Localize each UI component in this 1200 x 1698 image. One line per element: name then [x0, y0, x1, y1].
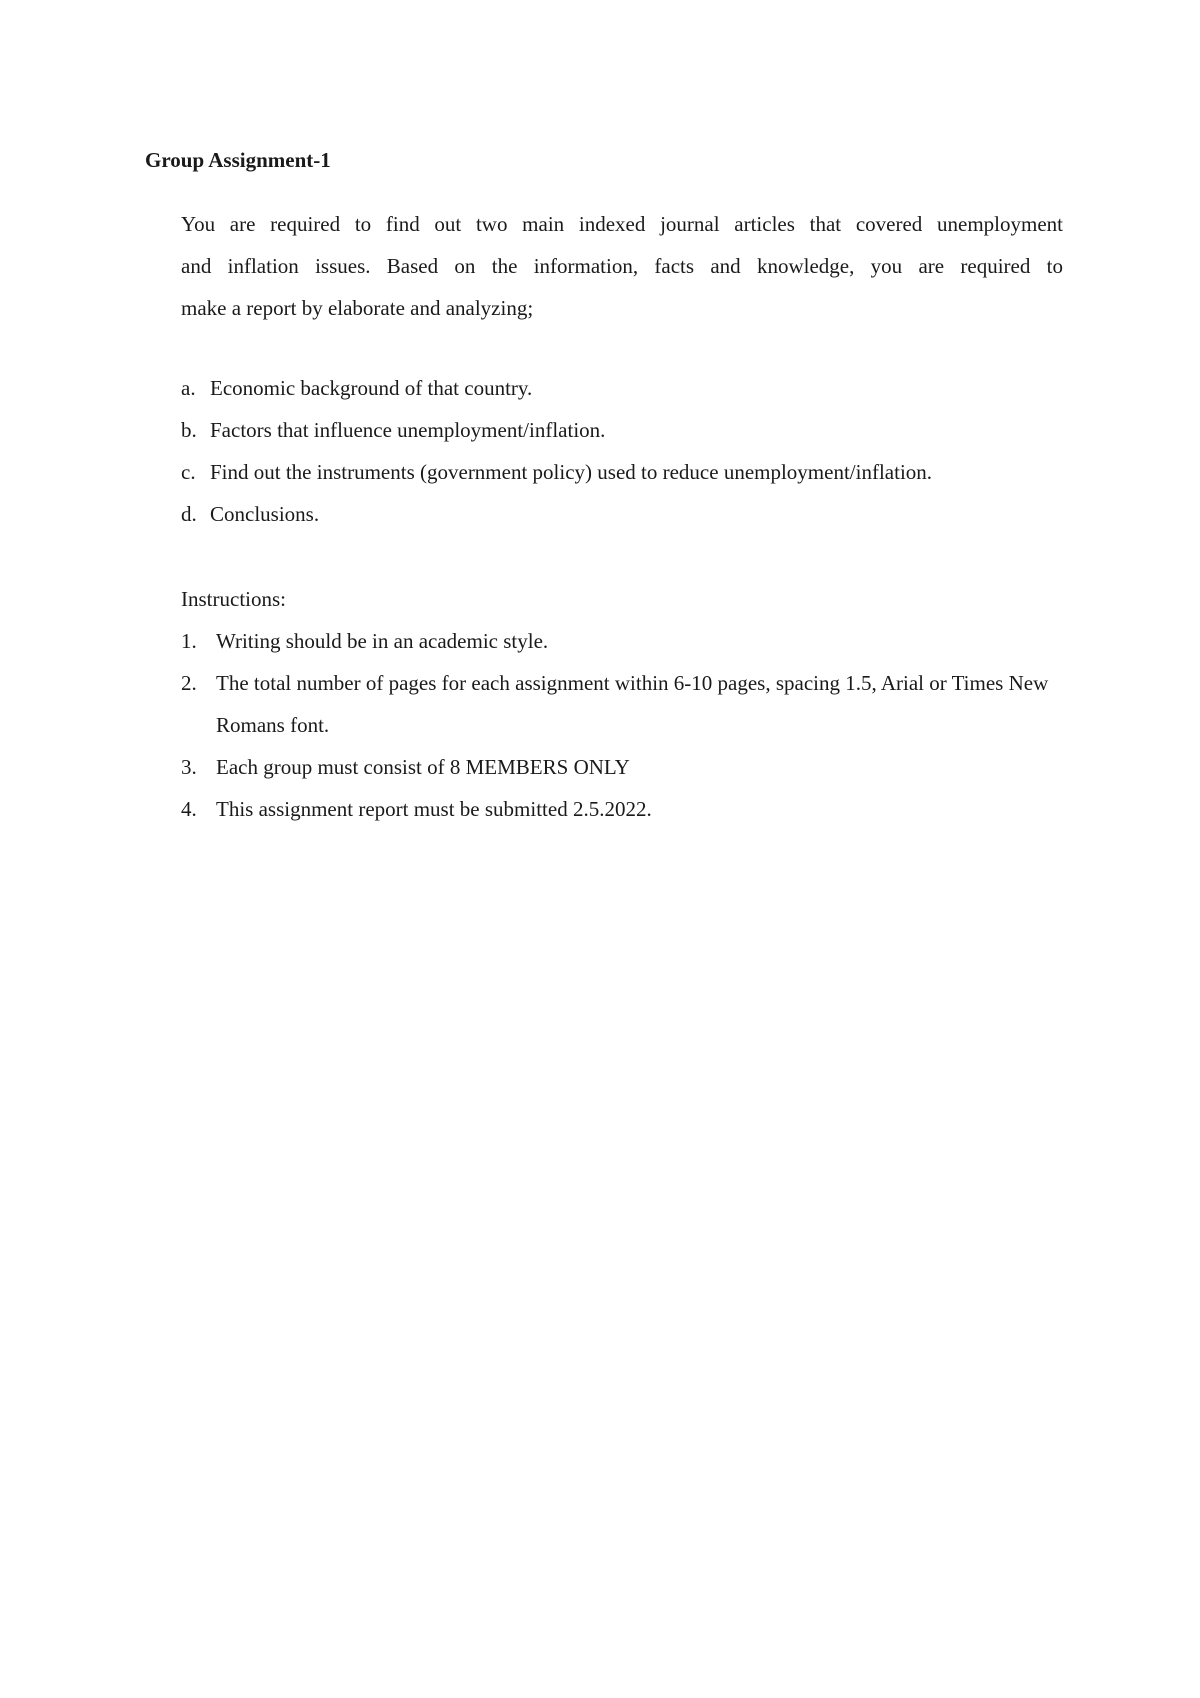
task-list — [181, 367, 1081, 535]
intro-line: make a report by elaborate and analyzing; — [181, 296, 534, 320]
instruction-text: Each group must consist of 8 MEMBERS ONLY — [216, 755, 630, 779]
task-item — [181, 367, 1081, 409]
instruction-marker: 1. — [181, 629, 197, 653]
instructions-heading: Instructions: — [181, 587, 286, 611]
instructions-list — [181, 620, 1063, 830]
task-item — [181, 493, 1081, 535]
instruction-item — [181, 746, 1063, 788]
instruction-text: The total number of pages for each assignment within 6-10 pages, spacing 1.5, Arial or Times New Romans font. — [216, 671, 1049, 737]
instruction-item — [181, 662, 1063, 746]
intro-line: and inflation issues. Based on the information, facts and knowledge, you are required to — [181, 254, 1063, 278]
task-text: Find out the instruments (government policy) used to reduce unemployment/inflation. — [210, 460, 933, 484]
document-title: Group Assignment-1 — [145, 148, 331, 172]
task-item — [181, 409, 1081, 451]
task-text: Economic background of that country. — [210, 376, 533, 400]
task-text: Factors that influence unemployment/inflation. — [210, 418, 606, 442]
instruction-text: Writing should be in an academic style. — [216, 629, 549, 653]
instruction-marker: 3. — [181, 755, 197, 779]
task-text: Conclusions. — [210, 502, 320, 526]
task-marker: b. — [181, 418, 197, 442]
task-marker: a. — [181, 376, 196, 400]
instruction-marker: 2. — [181, 671, 197, 695]
intro-line: You are required to find out two main indexed journal articles that covered unemployment — [181, 212, 1063, 236]
task-marker: d. — [181, 502, 197, 526]
task-marker: c. — [181, 460, 196, 484]
instruction-text: This assignment report must be submitted 2.5.2022. — [216, 797, 652, 821]
instruction-item — [181, 788, 1063, 830]
instruction-item — [181, 620, 1063, 662]
task-item — [181, 451, 1081, 493]
instruction-marker: 4. — [181, 797, 197, 821]
intro-paragraph — [181, 203, 1063, 329]
